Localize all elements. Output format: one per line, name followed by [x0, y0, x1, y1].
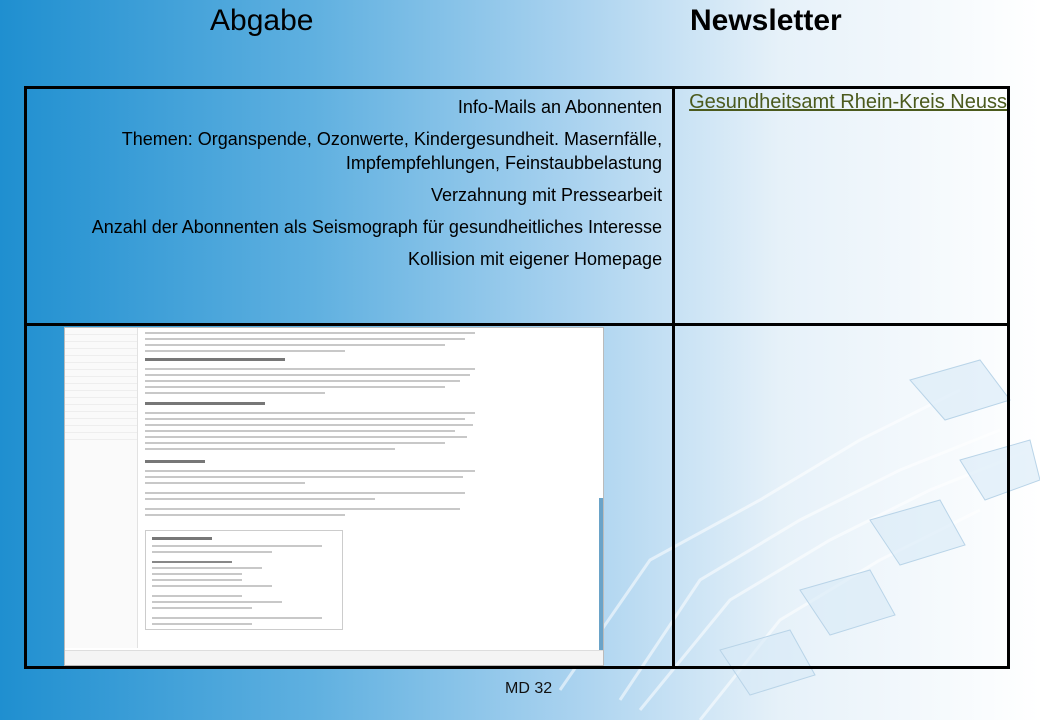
bullet-item: Anzahl der Abonnenten als Seismograph für gesundheitliches Interesse	[91, 217, 663, 237]
bullet-item: Verzahnung mit Pressearbeit	[430, 185, 663, 205]
article-text-lines	[145, 328, 505, 528]
slide-title-right: Newsletter	[690, 4, 842, 37]
empty-cell	[674, 325, 1009, 668]
screenshot-scrollbar	[599, 498, 603, 658]
bullet-item: Info-Mails an Abonnenten	[457, 97, 663, 117]
bullet-item: Kollision mit eigener Homepage	[407, 249, 663, 269]
newsletter-page-screenshot	[64, 327, 604, 666]
screenshot-sidebar	[65, 328, 138, 648]
screenshot-contact-box	[145, 530, 343, 630]
bullet-cell	[26, 88, 674, 325]
screenshot-footer-bar	[65, 650, 603, 665]
link-cell	[674, 88, 1009, 325]
bullet-list	[27, 89, 672, 271]
bullet-item: Themen: Organspende, Ozonwerte, Kindergesundheit. Masernfälle, Impfempfehlungen, Feinstaubbelastung	[121, 129, 663, 173]
screenshot-article	[145, 328, 505, 533]
slide-title-left: Abgabe	[210, 4, 314, 37]
slide-footer: MD 32	[505, 680, 553, 697]
gesundheitsamt-link[interactable]: Gesundheitsamt Rhein-Kreis Neuss	[689, 91, 1007, 113]
